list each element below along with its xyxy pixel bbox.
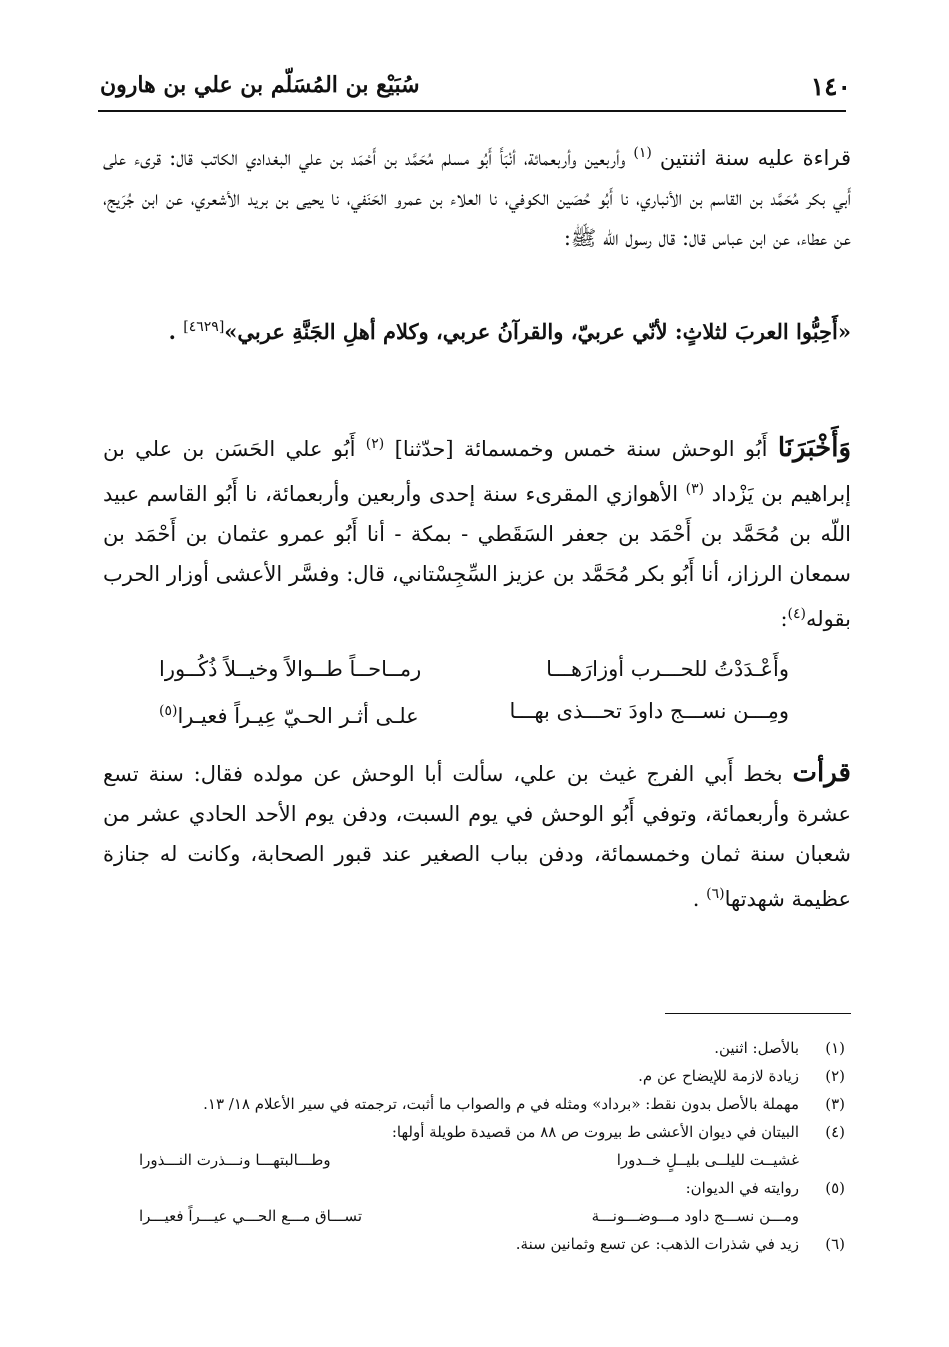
footnote-text: بالأصل: اثنين. [714,1039,799,1057]
footnote-text: مهملة بالأصل بدون نقط: «برداد» ومثله في م والصواب ما أثبت، ترجمته في سير الأعلام ١٨/ ١٣. [203,1095,799,1113]
header-rule [98,110,846,112]
footnote-number: (٦) [825,1235,845,1253]
hadith-reference-number: [٤٦٢٩] [183,319,225,335]
paragraph-isnad-2 [103,424,851,639]
footnote-separator [665,1013,851,1014]
footnote [125,1034,845,1062]
verse-second-hemistich: رمــاحــاً طــوالاً وخيــلاً ذُكُــورا [159,657,422,681]
footnote-number: (١) [825,1039,845,1057]
footnote [125,1118,845,1146]
footnote-marker-3: (٣) [685,481,705,497]
footnote-verse [125,1146,845,1174]
footnote-verse-first: غشيــت لليلــى بليــلٍ خــدورا [616,1151,799,1169]
hadith-text [103,307,851,352]
footnote [125,1174,845,1202]
verse-second-hemistich [159,690,419,737]
paragraph-death-note [103,753,851,919]
footnote-number: (٣) [825,1095,845,1113]
footnote-verse-second: تســـاق مـــع الحـــي عيـــراً فعيـــرا [139,1207,362,1225]
footnote-text: زيد في شذرات الذهب: عن تسع وثمانين سنة. [515,1235,799,1253]
paragraph-text: أَبُو علي الحَسَن بن علي بن إبراهيم بن يَزْداد [103,437,851,506]
footnote-text: زيادة لازمة للإيضاح عن م. [638,1067,799,1085]
footnote-text: البيتان في ديوان الأعشى ط بيروت ص ٨٨ من قصيدة طويلة أولها: [391,1123,799,1141]
footnote [125,1062,845,1090]
footnote-verse-first: ومـــن نســـج داود مـــوضـــونـــة [591,1207,799,1225]
verse-line [159,648,789,690]
footnote-text: روايته في الديوان: [685,1179,799,1197]
paragraph-text: الأهوازي المقرىء سنة إحدى وأربعين وأربعمائة، نا أَبُو القاسم عبيد اللّه بن مُحَمَّد بن أَحْمَد بن جعفر السَقَطي - بمكة - أنا أَبُو عمرو عثمان بن أَحْمَد بن سمعان الرزاز، أنا أَبُو بكر مُحَمَّد بن عزيز السِّجِسْتاني، قال: وفسَّر الأعشى أوزار الحرب بقوله [103,482,851,631]
paragraph-text: وأربعين وأربعمائة، أنْبَأَ أَبُو مسلم مُحَمَّد بن أَحْمَد بن علي البغدادي الكاتب قال: قرىء على أَبي بكر مُحَمَّد بن القاسم بن الأنباري، نا أَبُو حُصَين الكوفي، نا العلاء بن عمرو الحَنَفي، نا يحيى بن بريد الأشعري، عن ابن جُرَيج، عن عطاء، عن ابن عباس قال: قال رسول الله ﷺ: [103,146,851,250]
hadith-matn: «أَحِبُّوا العربَ لثلاثٍ: لأنّي عربيّ، والقرآنُ عربي، وكلام أهلِ الجَنَّةِ عربي» [224,319,851,344]
footnotes [125,1034,845,1258]
poetry-verses [159,648,789,737]
verse-line [159,690,789,737]
footnote [125,1230,845,1258]
paragraph-text: أَبُو الوحش سنة خمس وخمسمائة [حدّثنا] [394,437,768,461]
hadith-end: . [168,319,176,344]
verse-first-hemistich: ومِـــن نســـج داودَ تحـــذى بهـــا [509,699,789,723]
footnote-number: (٢) [825,1067,845,1085]
verse-first-hemistich: وأَعْـدَدْتُ للحـــرب أوزارَهـــا [546,657,789,681]
footnote-marker-2: (٢) [365,436,385,452]
paragraph-end: . [692,887,700,911]
paragraph-text: بخط أَبي الفرج غيث بن علي، سألت أبا الوحش عن مولده فقال: سنة تسع عشرة وأربعمائة، وتوفي أَبُو الوحش في يوم السبت، ودفن يوم الأحد الحادي عشر من شعبان سنة ثمان وخمسمائة، ودفن بباب الصغير عند قبور الصحابة، وكانت له جنازة عظيمة شهدتها [103,762,851,911]
paragraph-isnad-1 [103,133,851,258]
footnote-marker-4: (٤) [787,606,807,622]
paragraph-text: : [780,607,788,631]
footnote-number: (٤) [825,1123,845,1141]
paragraph-text: قراءة عليه سنة اثنتين [659,146,852,170]
footnote-verse [125,1202,845,1230]
footnote [125,1090,845,1118]
footnote-marker-6: (٦) [706,886,725,902]
page-number: ١٤٠ [810,72,851,101]
paragraph-lead-word: وَأَخْبَرَنَا [777,433,852,463]
footnote-marker-1: (١) [633,145,652,161]
verse-text: علـى أثـر الحـيّ عِيـراً فعيـرا [177,704,419,728]
footnote-marker-5: (٥) [159,703,178,719]
footnote-verse-second: وطـــالبتهـــا ونـــذرت النـــذورا [139,1151,331,1169]
running-title: سُبَيْع بن المُسَلّم بن علي بن هارون [100,72,420,98]
footnote-number: (٥) [825,1179,845,1197]
paragraph-lead-word: قرأت [792,758,851,788]
